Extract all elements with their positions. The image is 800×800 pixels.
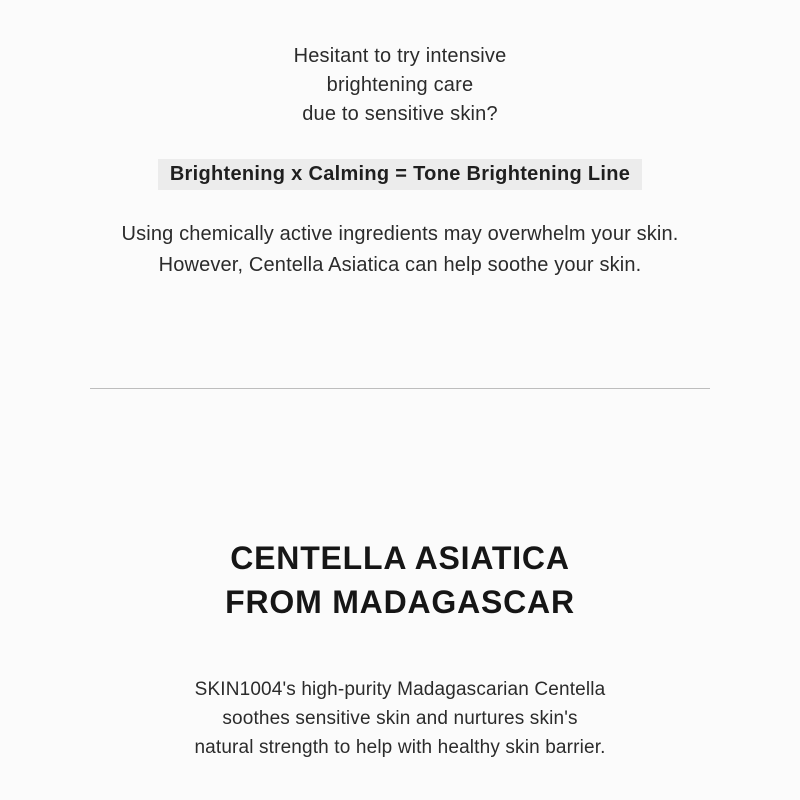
section-body bbox=[0, 675, 800, 762]
formula-badge: Brightening x Calming = Tone Brightening Line bbox=[158, 159, 642, 190]
heading-line: CENTELLA ASIATICA bbox=[230, 540, 570, 576]
intro-explanation bbox=[0, 219, 800, 281]
body-line: SKIN1004's high-purity Madagascarian Centella bbox=[194, 679, 606, 700]
heading-line: FROM MADAGASCAR bbox=[225, 584, 575, 620]
body-line: natural strength to help with healthy skin barrier. bbox=[194, 737, 606, 758]
intro-question-line: due to sensitive skin? bbox=[302, 103, 498, 125]
intro-question bbox=[0, 42, 800, 129]
formula-container bbox=[0, 159, 800, 190]
intro-question-line: brightening care bbox=[326, 74, 474, 96]
section-divider bbox=[90, 388, 710, 389]
body-line: soothes sensitive skin and nurtures skin's bbox=[222, 708, 578, 729]
explanation-line: Using chemically active ingredients may overwhelm your skin. bbox=[121, 223, 679, 245]
explanation-line: However, Centella Asiatica can help soothe your skin. bbox=[158, 254, 642, 276]
intro-question-line: Hesitant to try intensive bbox=[293, 45, 507, 67]
section-heading bbox=[0, 536, 800, 624]
